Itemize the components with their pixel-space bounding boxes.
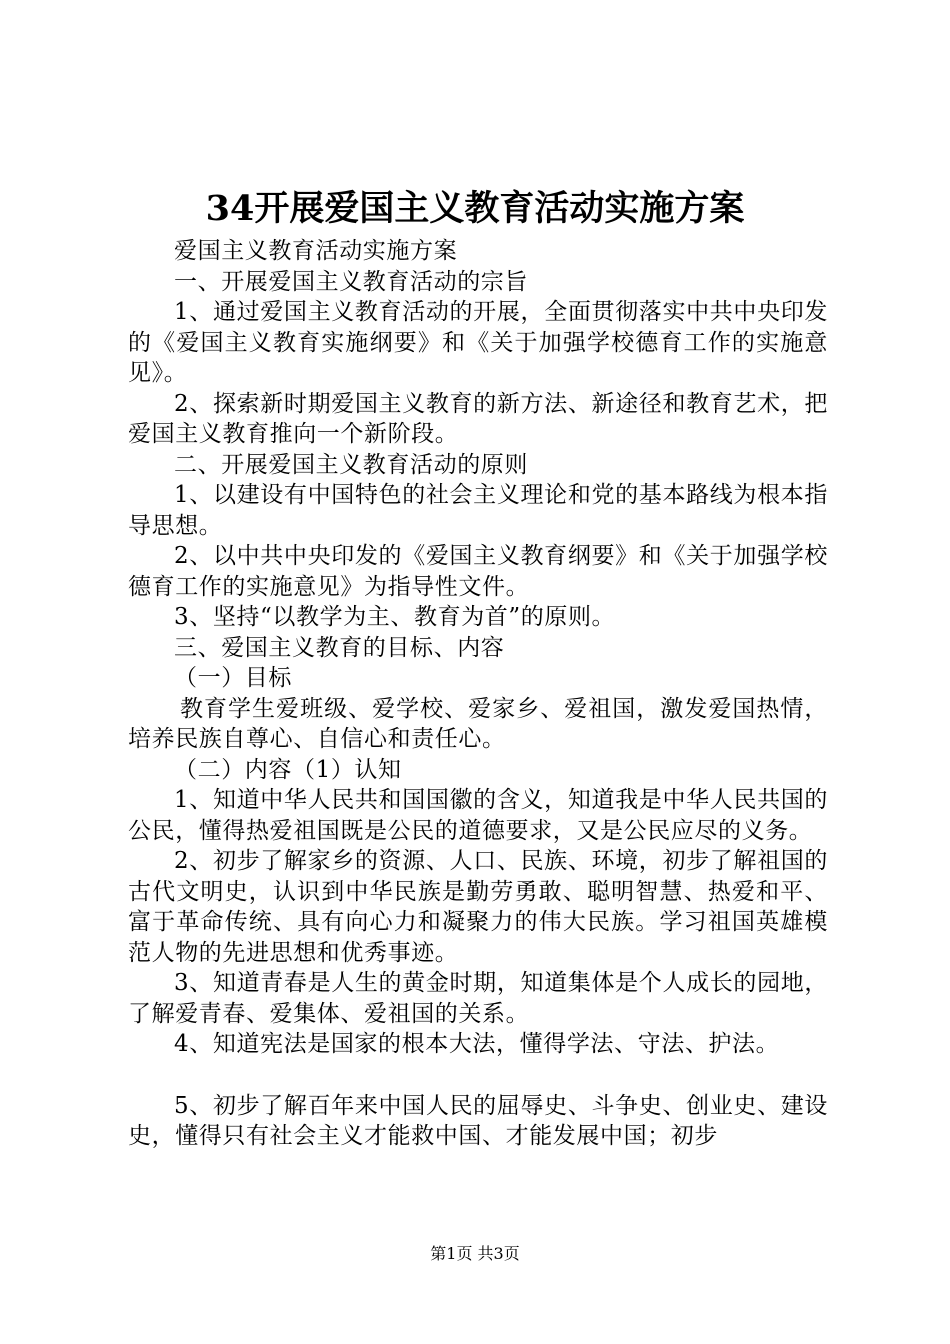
paragraph: 教育学生爱班级、爱学校、爱家乡、爱祖国，激发爱国热情，培养民族自尊心、自信心和责任心。 [128, 695, 828, 752]
paragraph: 2、以中共中央印发的《爱国主义教育纲要》和《关于加强学校德育工作的实施意见》为指导性文件。 [128, 543, 828, 600]
section-heading-goals: 三、爱国主义教育的目标、内容 [174, 634, 505, 661]
subsection-heading-goal: （一）目标 [174, 665, 292, 691]
paragraph: 3、知道青春是人生的黄金时期，知道集体是个人成长的园地，了解爱青春、爱集体、爱祖国的关系。 [128, 970, 828, 1027]
document-title: 34开展爱国主义教育活动实施方案 [205, 188, 745, 229]
paragraph: 4、知道宪法是国家的根本大法，懂得学法、守法、护法。 [174, 1031, 780, 1057]
paragraph: 1、知道中华人民共和国国徽的含义，知道我是中华人民共国的公民，懂得热爱祖国既是公民的道德要求，又是公民应尽的义务。 [128, 787, 828, 844]
paragraph: 2、初步了解家乡的资源、人口、民族、环境，初步了解祖国的古代文明史，认识到中华民族是勤劳勇敢、聪明智慧、热爱和平、富于革命传统、具有向心力和凝聚力的伟大民族。学习祖国英雄模范人物的先进思想和优秀事迹。 [128, 848, 828, 966]
subsection-heading-content: （二）内容（1）认知 [174, 756, 402, 783]
paragraph: 1、以建设有中国特色的社会主义理论和党的基本路线为根本指导思想。 [128, 482, 828, 539]
paragraph-subtitle: 爱国主义教育活动实施方案 [174, 238, 458, 264]
paragraph: 5、初步了解百年来中国人民的屈辱史、斗争史、创业史、建设史，懂得只有社会主义才能救中国、才能发展中国；初步 [128, 1092, 828, 1149]
paragraph: 1、通过爱国主义教育活动的开展，全面贯彻落实中共中央印发的《爱国主义教育实施纲要》和《关于加强学校德育工作的实施意见》。 [128, 299, 828, 386]
document-body [128, 236, 828, 1152]
paragraph: 2、探索新时期爱国主义教育的新方法、新途径和教育艺术，把爱国主义教育推向一个新阶段。 [128, 390, 828, 447]
section-heading-purpose: 一、开展爱国主义教育活动的宗旨 [174, 268, 528, 295]
section-heading-principles: 二、开展爱国主义教育活动的原则 [174, 451, 528, 478]
page-footer: 第1页 共3页 [430, 1244, 520, 1263]
paragraph: 3、坚持“以教学为主、教育为首”的原则。 [174, 604, 616, 630]
